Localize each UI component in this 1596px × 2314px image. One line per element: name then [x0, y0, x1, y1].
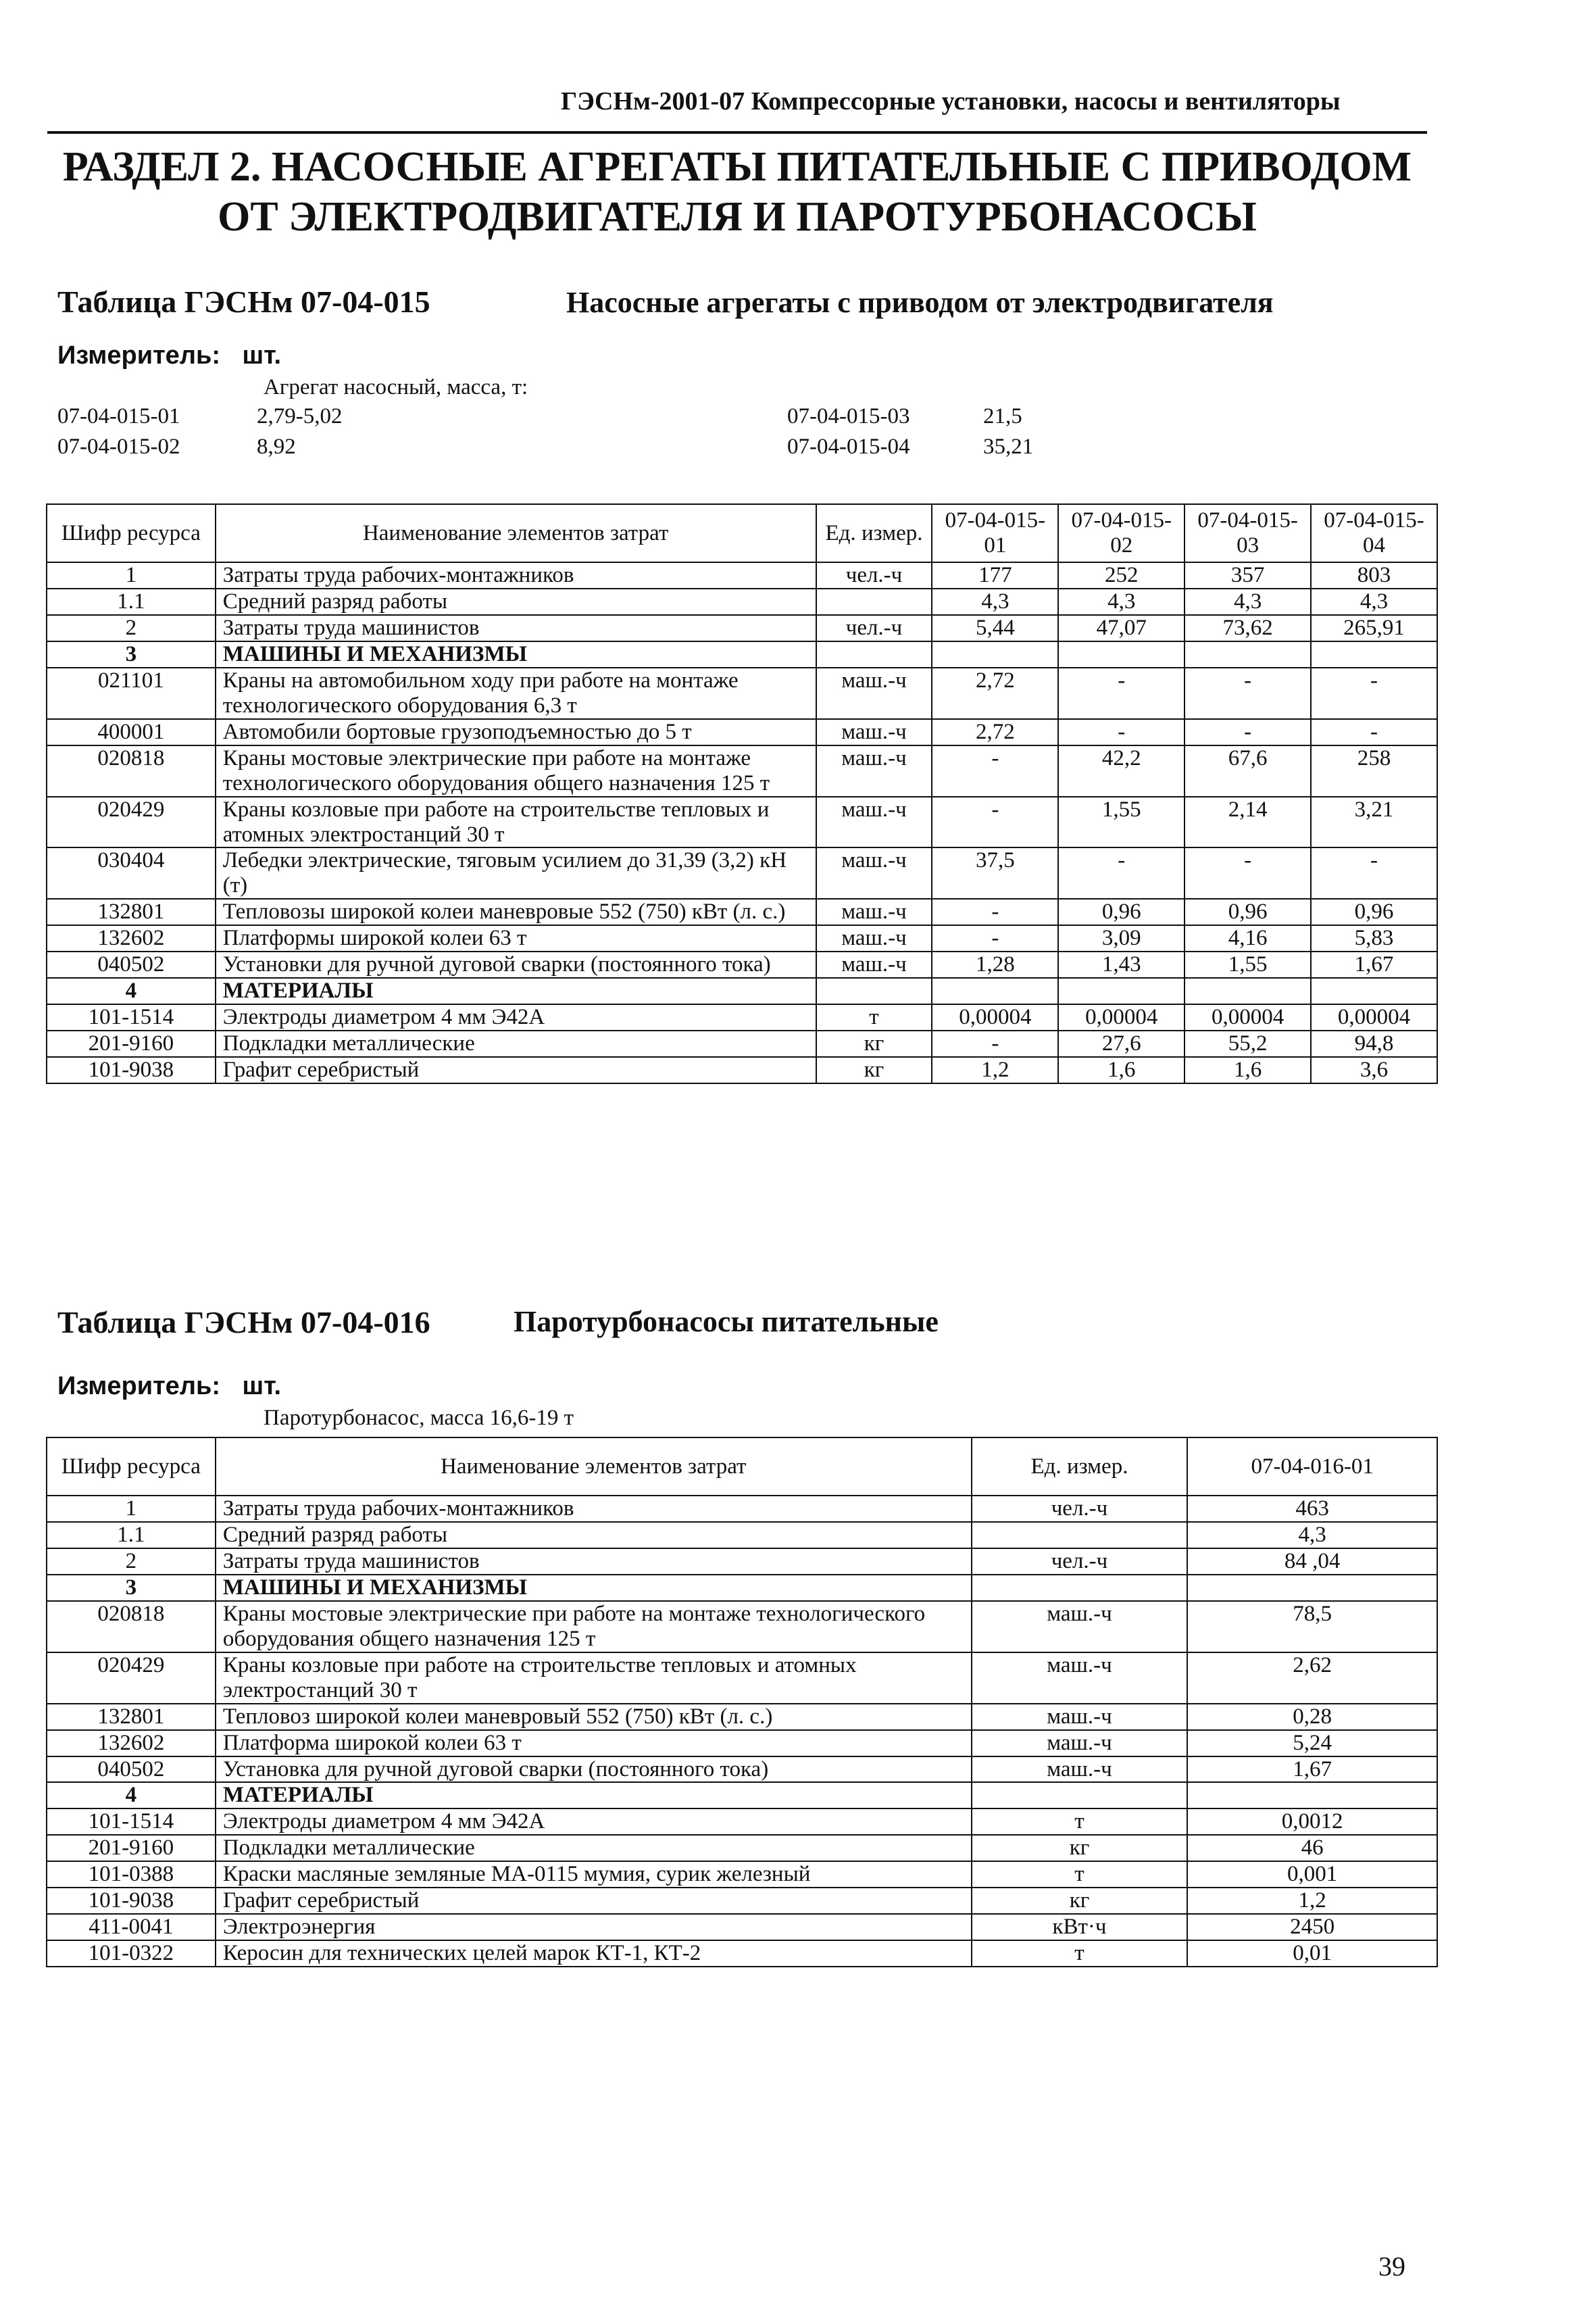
value-col-3: 4,3 [1184, 589, 1311, 615]
value-col-1: - [932, 797, 1058, 848]
value-col-3: 2,14 [1184, 797, 1311, 848]
table2-row [47, 1756, 1437, 1783]
unit: т [972, 1940, 1188, 1967]
cost-element-name: Установка для ручной дуговой сварки (постоянного тока) [216, 1756, 972, 1783]
value-col-3: 67,6 [1184, 745, 1311, 797]
table1-header-row [47, 504, 1437, 562]
value-col-1: 0,00004 [932, 1004, 1058, 1031]
table1-row [47, 925, 1437, 952]
value-col-4 [1311, 641, 1437, 668]
resource-code: 400001 [47, 719, 216, 745]
table1-header-col-3: 07-04-015-03 [1184, 504, 1311, 562]
table2-description: Паротурбонасосы питательные [514, 1305, 939, 1338]
table1-row [47, 847, 1437, 899]
unit: чел.-ч [972, 1496, 1188, 1522]
value-col-2: 27,6 [1058, 1031, 1184, 1057]
table1-param-code-2: 07-04-015-02 [57, 435, 180, 459]
resource-code: 132602 [47, 925, 216, 952]
resource-code: 4 [47, 978, 216, 1004]
value-col-4: 4,3 [1311, 589, 1437, 615]
resource-code: 020818 [47, 1601, 216, 1652]
section-title-line-2: ОТ ЭЛЕКТРОДВИГАТЕЛЯ И ПАРОТУРБОНАСОСЫ [218, 194, 1257, 240]
cost-element-name: Затраты труда машинистов [216, 1548, 972, 1575]
table1-row [47, 1031, 1437, 1057]
value-col-1: 1,28 [932, 952, 1058, 978]
table1-header-col-1: 07-04-015-01 [932, 504, 1058, 562]
value-col-4: 3,21 [1311, 797, 1437, 848]
resource-code: 3 [47, 641, 216, 668]
value-col-1: 4,3 [932, 589, 1058, 615]
unit: кг [816, 1031, 932, 1057]
table1-row [47, 719, 1437, 745]
table1-header-col-4: 07-04-015-04 [1311, 504, 1437, 562]
table1-row [47, 589, 1437, 615]
table1-row [47, 899, 1437, 925]
value-col-3: 1,55 [1184, 952, 1311, 978]
resource-code: 1 [47, 1496, 216, 1522]
cost-element-name: Краны на автомобильном ходу при работе на монтаже технологического оборудования 6,3 т [216, 668, 816, 719]
unit: маш.-ч [816, 899, 932, 925]
cost-element-name: Платформа широкой колеи 63 т [216, 1730, 972, 1756]
resource-code: 411-0041 [47, 1914, 216, 1940]
table2-row [47, 1575, 1437, 1601]
table2-row [47, 1730, 1437, 1756]
table2-header-code: Шифр ресурса [47, 1437, 216, 1496]
cost-element-name: Керосин для технических целей марок КТ-1, КТ-2 [216, 1940, 972, 1967]
value-col-1: 177 [932, 562, 1058, 589]
value-col-2: 1,6 [1058, 1057, 1184, 1083]
table1-row [47, 615, 1437, 641]
unit: маш.-ч [816, 952, 932, 978]
table1-param-caption: Агрегат насосный, масса, т: [264, 375, 528, 399]
unit: кВт·ч [972, 1914, 1188, 1940]
value-col-1: 1,2 [1187, 1888, 1437, 1914]
value-col-1: 0,001 [1187, 1861, 1437, 1888]
resource-code: 020429 [47, 1652, 216, 1704]
table1-param-value-1: 2,79-5,02 [257, 404, 343, 428]
table1-measure-label: Измеритель: [57, 341, 220, 370]
cost-element-name: Лебедки электрические, тяговым усилием до 31,39 (3,2) кН (т) [216, 847, 816, 899]
table1-header-unit: Ед. измер. [816, 504, 932, 562]
table1-param-code-3: 07-04-015-03 [787, 404, 910, 428]
header-rule [47, 131, 1427, 134]
value-col-4: 3,6 [1311, 1057, 1437, 1083]
cost-element-name: Затраты труда рабочих-монтажников [216, 562, 816, 589]
value-col-4: - [1311, 668, 1437, 719]
cost-element-name: Тепловозы широкой колеи маневровые 552 (750) кВт (л. с.) [216, 899, 816, 925]
value-col-3: 55,2 [1184, 1031, 1311, 1057]
value-col-4: 258 [1311, 745, 1437, 797]
value-col-4: - [1311, 847, 1437, 899]
unit: чел.-ч [816, 562, 932, 589]
resource-code: 101-1514 [47, 1808, 216, 1835]
value-col-1: 2450 [1187, 1914, 1437, 1940]
value-col-1: - [932, 745, 1058, 797]
table1-body [47, 562, 1437, 1083]
table1-row [47, 641, 1437, 668]
value-col-3: 1,6 [1184, 1057, 1311, 1083]
value-col-3: 4,16 [1184, 925, 1311, 952]
cost-element-name: Электроды диаметром 4 мм Э42А [216, 1004, 816, 1031]
unit: кг [972, 1835, 1188, 1861]
cost-element-name: МАТЕРИАЛЫ [216, 978, 816, 1004]
resource-code: 101-0322 [47, 1940, 216, 1967]
table2-measure [57, 1372, 281, 1401]
table1-measure [57, 341, 281, 370]
value-col-3: - [1184, 668, 1311, 719]
resource-code: 101-0388 [47, 1861, 216, 1888]
value-col-1: 4,3 [1187, 1522, 1437, 1548]
section-title [47, 142, 1427, 242]
cost-element-name: Краски масляные земляные МА-0115 мумия, сурик железный [216, 1861, 972, 1888]
cost-element-name: Краны мостовые электрические при работе на монтаже технологического оборудования общего назначения 125 т [216, 745, 816, 797]
value-col-1: 84 ,04 [1187, 1548, 1437, 1575]
unit: маш.-ч [816, 847, 932, 899]
unit: маш.-ч [972, 1601, 1188, 1652]
value-col-2: 3,09 [1058, 925, 1184, 952]
cost-element-name: МАШИНЫ И МЕХАНИЗМЫ [216, 1575, 972, 1601]
table2-header-unit: Ед. измер. [972, 1437, 1188, 1496]
cost-element-name: Электроды диаметром 4 мм Э42А [216, 1808, 972, 1835]
table1-row [47, 1004, 1437, 1031]
resource-code: 030404 [47, 847, 216, 899]
unit [972, 1522, 1188, 1548]
value-col-4: 5,83 [1311, 925, 1437, 952]
table2-row [47, 1835, 1437, 1861]
cost-element-name: Затраты труда машинистов [216, 615, 816, 641]
table2 [46, 1437, 1438, 1967]
table2-row [47, 1601, 1437, 1652]
value-col-1 [1187, 1575, 1437, 1601]
resource-code: 201-9160 [47, 1031, 216, 1057]
resource-code: 1.1 [47, 589, 216, 615]
unit: кг [816, 1057, 932, 1083]
value-col-3: 0,96 [1184, 899, 1311, 925]
value-col-1 [932, 641, 1058, 668]
value-col-1: 5,24 [1187, 1730, 1437, 1756]
cost-element-name: Краны козловые при работе на строительстве тепловых и атомных электростанций 30 т [216, 797, 816, 848]
value-col-1: 0,01 [1187, 1940, 1437, 1967]
value-col-4: 0,00004 [1311, 1004, 1437, 1031]
value-col-1: 5,44 [932, 615, 1058, 641]
table1-row [47, 1057, 1437, 1083]
resource-code: 2 [47, 1548, 216, 1575]
resource-code: 201-9160 [47, 1835, 216, 1861]
value-col-4: 0,96 [1311, 899, 1437, 925]
value-col-1 [1187, 1782, 1437, 1808]
table2-param-caption: Паротурбонасос, масса 16,6-19 т [264, 1406, 574, 1430]
cost-element-name: Тепловоз широкой колеи маневровый 552 (750) кВт (л. с.) [216, 1704, 972, 1730]
table1-row [47, 952, 1437, 978]
table1-header-code: Шифр ресурса [47, 504, 216, 562]
resource-code: 020818 [47, 745, 216, 797]
resource-code: 101-9038 [47, 1057, 216, 1083]
value-col-3 [1184, 978, 1311, 1004]
table2-title: Таблица ГЭСНм 07-04-016 [57, 1305, 430, 1339]
value-col-1: 46 [1187, 1835, 1437, 1861]
value-col-1: 78,5 [1187, 1601, 1437, 1652]
value-col-2 [1058, 978, 1184, 1004]
resource-code: 132801 [47, 899, 216, 925]
table2-row [47, 1782, 1437, 1808]
table2-body [47, 1496, 1437, 1967]
resource-code: 132801 [47, 1704, 216, 1730]
page-number: 39 [1378, 2251, 1405, 2282]
value-col-2: 1,55 [1058, 797, 1184, 848]
resource-code: 101-9038 [47, 1888, 216, 1914]
unit: т [972, 1808, 1188, 1835]
unit [816, 589, 932, 615]
cost-element-name: Графит серебристый [216, 1057, 816, 1083]
value-col-2: 0,96 [1058, 899, 1184, 925]
value-col-2: - [1058, 668, 1184, 719]
value-col-1: 2,72 [932, 719, 1058, 745]
value-col-2: 47,07 [1058, 615, 1184, 641]
value-col-1: 463 [1187, 1496, 1437, 1522]
table2-header-name: Наименование элементов затрат [216, 1437, 972, 1496]
value-col-1 [932, 978, 1058, 1004]
table2-row [47, 1888, 1437, 1914]
value-col-1: 2,72 [932, 668, 1058, 719]
resource-code: 1 [47, 562, 216, 589]
table1-param-code-4: 07-04-015-04 [787, 435, 910, 459]
value-col-4: 1,67 [1311, 952, 1437, 978]
resource-code: 1.1 [47, 1522, 216, 1548]
resource-code: 101-1514 [47, 1004, 216, 1031]
unit: маш.-ч [972, 1652, 1188, 1704]
unit: маш.-ч [816, 668, 932, 719]
value-col-2: - [1058, 719, 1184, 745]
value-col-1: - [932, 1031, 1058, 1057]
table2-row [47, 1914, 1437, 1940]
table1-row [47, 745, 1437, 797]
resource-code: 4 [47, 1782, 216, 1808]
table2-row [47, 1496, 1437, 1522]
table2-header-row [47, 1437, 1437, 1496]
section-title-line-1: РАЗДЕЛ 2. НАСОСНЫЕ АГРЕГАТЫ ПИТАТЕЛЬНЫЕ С ПРИВОДОМ [62, 144, 1412, 190]
table2-row [47, 1522, 1437, 1548]
value-col-3: 357 [1184, 562, 1311, 589]
unit: маш.-ч [816, 925, 932, 952]
cost-element-name: Подкладки металлические [216, 1835, 972, 1861]
value-col-3: 0,00004 [1184, 1004, 1311, 1031]
cost-element-name: МАШИНЫ И МЕХАНИЗМЫ [216, 641, 816, 668]
unit: маш.-ч [972, 1730, 1188, 1756]
resource-code: 2 [47, 615, 216, 641]
value-col-1: - [932, 925, 1058, 952]
unit: т [972, 1861, 1188, 1888]
table2-row [47, 1808, 1437, 1835]
value-col-2 [1058, 641, 1184, 668]
table1-row [47, 668, 1437, 719]
table2-row [47, 1704, 1437, 1730]
unit: кг [972, 1888, 1188, 1914]
resource-code: 040502 [47, 952, 216, 978]
resource-code: 132602 [47, 1730, 216, 1756]
unit [972, 1782, 1188, 1808]
table1-title: Таблица ГЭСНм 07-04-015 [57, 285, 430, 319]
cost-element-name: Платформы широкой колеи 63 т [216, 925, 816, 952]
value-col-3: - [1184, 847, 1311, 899]
table1-row [47, 978, 1437, 1004]
unit: маш.-ч [972, 1704, 1188, 1730]
cost-element-name: Электроэнергия [216, 1914, 972, 1940]
cost-element-name: МАТЕРИАЛЫ [216, 1782, 972, 1808]
table1-row [47, 562, 1437, 589]
table1-row [47, 797, 1437, 848]
cost-element-name: Краны козловые при работе на строительстве тепловых и атомных электростанций 30 т [216, 1652, 972, 1704]
value-col-2: 42,2 [1058, 745, 1184, 797]
table2-measure-value: шт. [242, 1372, 282, 1400]
value-col-2: 252 [1058, 562, 1184, 589]
unit: т [816, 1004, 932, 1031]
unit [972, 1575, 1188, 1601]
resource-code: 3 [47, 1575, 216, 1601]
unit [816, 978, 932, 1004]
value-col-1: 1,2 [932, 1057, 1058, 1083]
value-col-1: 1,67 [1187, 1756, 1437, 1783]
value-col-1: 37,5 [932, 847, 1058, 899]
resource-code: 021101 [47, 668, 216, 719]
cost-element-name: Графит серебристый [216, 1888, 972, 1914]
cost-element-name: Автомобили бортовые грузоподъемностью до 5 т [216, 719, 816, 745]
value-col-3: - [1184, 719, 1311, 745]
value-col-1: 0,0012 [1187, 1808, 1437, 1835]
resource-code: 040502 [47, 1756, 216, 1783]
value-col-2: - [1058, 847, 1184, 899]
cost-element-name: Краны мостовые электрические при работе на монтаже технологического оборудования общего назначения 125 т [216, 1601, 972, 1652]
cost-element-name: Средний разряд работы [216, 1522, 972, 1548]
table2-measure-label: Измеритель: [57, 1372, 220, 1400]
value-col-3 [1184, 641, 1311, 668]
value-col-2: 1,43 [1058, 952, 1184, 978]
cost-element-name: Установки для ручной дуговой сварки (постоянного тока) [216, 952, 816, 978]
unit: маш.-ч [816, 797, 932, 848]
running-head: ГЭСНм-2001-07 Компрессорные установки, насосы и вентиляторы [561, 87, 1341, 116]
table1-param-value-3: 21,5 [983, 404, 1022, 428]
unit: маш.-ч [972, 1756, 1188, 1783]
value-col-1: - [932, 899, 1058, 925]
value-col-1: 2,62 [1187, 1652, 1437, 1704]
table1-header-col-2: 07-04-015-02 [1058, 504, 1184, 562]
table2-row [47, 1861, 1437, 1888]
value-col-4 [1311, 978, 1437, 1004]
value-col-2: 0,00004 [1058, 1004, 1184, 1031]
cost-element-name: Средний разряд работы [216, 589, 816, 615]
value-col-3: 73,62 [1184, 615, 1311, 641]
value-col-4: 803 [1311, 562, 1437, 589]
table1-description: Насосные агрегаты с приводом от электродвигателя [566, 286, 1274, 319]
unit: маш.-ч [816, 719, 932, 745]
unit: маш.-ч [816, 745, 932, 797]
table1 [46, 503, 1438, 1084]
value-col-4: 94,8 [1311, 1031, 1437, 1057]
table1-header-name: Наименование элементов затрат [216, 504, 816, 562]
value-col-4: - [1311, 719, 1437, 745]
table2-header-col-1: 07-04-016-01 [1187, 1437, 1437, 1496]
unit: чел.-ч [972, 1548, 1188, 1575]
table2-row [47, 1652, 1437, 1704]
table1-param-value-4: 35,21 [983, 435, 1034, 459]
table2-row [47, 1940, 1437, 1967]
unit [816, 641, 932, 668]
value-col-4: 265,91 [1311, 615, 1437, 641]
cost-element-name: Затраты труда рабочих-монтажников [216, 1496, 972, 1522]
value-col-2: 4,3 [1058, 589, 1184, 615]
table2-row [47, 1548, 1437, 1575]
cost-element-name: Подкладки металлические [216, 1031, 816, 1057]
table1-param-code-1: 07-04-015-01 [57, 404, 180, 428]
resource-code: 020429 [47, 797, 216, 848]
table1-param-value-2: 8,92 [257, 435, 296, 459]
unit: чел.-ч [816, 615, 932, 641]
value-col-1: 0,28 [1187, 1704, 1437, 1730]
table1-measure-value: шт. [242, 341, 282, 370]
